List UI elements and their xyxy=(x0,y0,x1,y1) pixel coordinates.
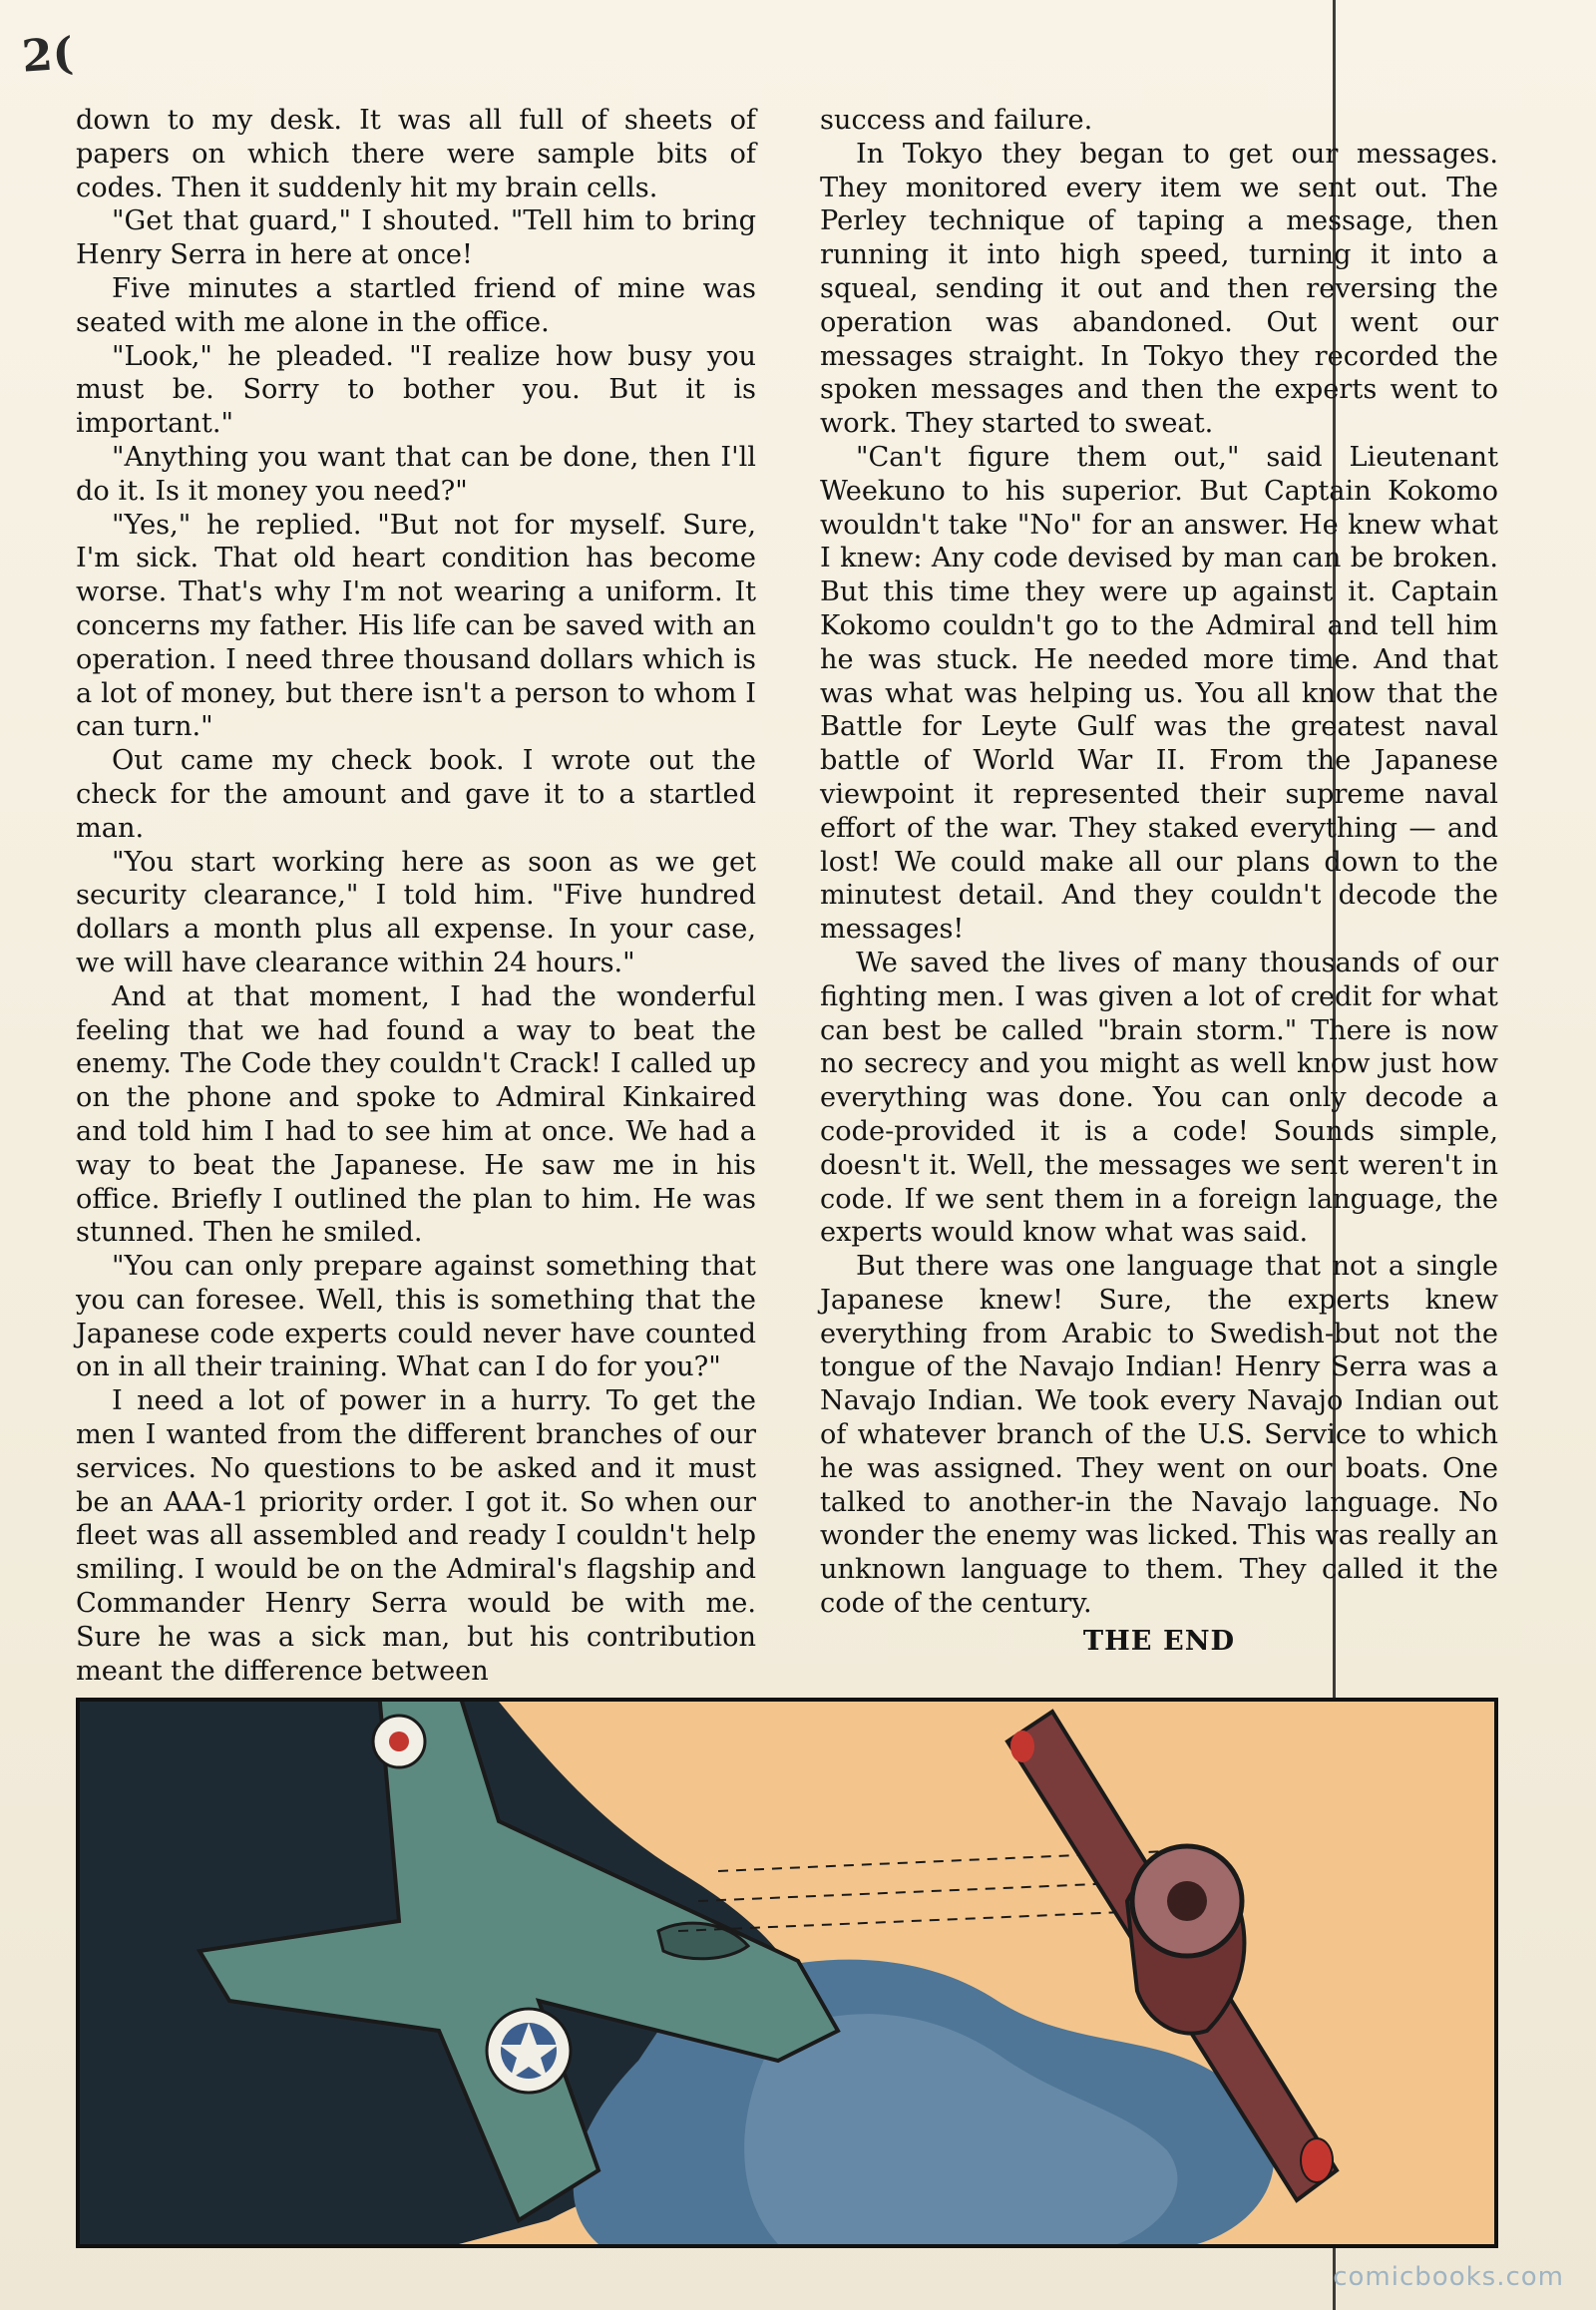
the-end-label: THE END xyxy=(1082,1624,1236,1657)
paragraph: down to my desk. It was all full of sheets of papers on which there were sample bits of codes. Then it suddenly hit my brain cells. xyxy=(76,105,756,203)
paragraph: "Yes," he replied. "But not for myself. Sure, I'm sick. That old heart condition has become worse. That's why I'm not wearing a uniform. It concerns my father. His life can be saved with an operation. I need three thousand dollars which is a lot of money, but there isn't a person to whom I can turn." xyxy=(76,509,756,743)
paragraph: Out came my check book. I wrote out the check for the amount and gave it to a startled man. xyxy=(76,745,756,844)
paragraph: "Can't figure them out," said Lieutenant Weekuno to his superior. But Captain Kokomo wouldn't take "No" for an answer. He knew what I knew: Any code devised by man can be broken. But this time they were up against it. Captain Kokomo couldn't go to the Admiral and tell him he was stuck. He needed more time. And that was what was helping us. You all know that the Battle for Leyte Gulf was the greatest naval battle of World War II. From the Japanese viewpoint it represented their supreme naval effort of the war. They staked everything — and lost! We could make all our plans down to the minutest detail. And they couldn't decode the messages! xyxy=(820,441,1498,946)
paragraph: And at that moment, I had the wonderful feeling that we had found a way to beat the enemy. The Code they couldn't Crack! I called up on the phone and spoke to Admiral Kinkaired and told him I had to see him at once. We had a way to beat the Japanese. He saw me in his office. Briefly I outlined the plan to him. He was stunned. Then he smiled. xyxy=(76,980,756,1249)
article-left-column xyxy=(76,104,756,1688)
paragraph: success and failure. xyxy=(820,105,1093,136)
paragraph: "Anything you want that can be done, then I'll do it. Is it money you need?" xyxy=(76,441,756,507)
enemy-insignia-top xyxy=(1010,1731,1034,1762)
article-right-column xyxy=(820,104,1498,1659)
paragraph: "Look," he pleaded. "I realize how busy you must be. Sorry to bother you. But it is important." xyxy=(76,340,756,440)
paragraph: "Get that guard," I shouted. "Tell him to bring Henry Serra in here at once! xyxy=(76,205,756,271)
paragraph: In Tokyo they began to get our messages. They monitored every item we sent out. The Perley technique of taping a message, then running it into high speed, turning it into a squeal, sending it out and then reversing the operation was abandoned. Out went our messages straight. In Tokyo they recorded the spoken messages and then the experts went to work. They started to sweat. xyxy=(820,138,1498,440)
paragraph: We saved the lives of many thousands of our fighting men. I was given a lot of credit for what can best be called "brain storm." There is now no secrecy and you might as well know just how everything was done. You can only decode a code-provided it is a code! Sounds simple, doesn't it. Well, the messages we sent weren't in code. If we sent them in a foreign language, the experts would know what was said. xyxy=(820,947,1498,1249)
enemy-insignia xyxy=(1301,2138,1333,2182)
paragraph: But there was one language that not a single Japanese knew! Sure, the experts knew everything from Arabic to Swedish-but not the tongue of the Navajo Indian! Henry Serra was a Navajo Indian. We took every Navajo Indian out of whatever branch of the U.S. Service to which he was assigned. They went on our boats. One talked to another-in the Navajo language. No wonder the enemy was licked. This was really an unknown language to them. They called it the code of the century. xyxy=(820,1251,1498,1620)
paragraph: "You start working here as soon as we get security clearance," I told him. "Five hundred dollars a month plus all expense. In your case, we will have clearance within 24 hours." xyxy=(76,846,756,978)
dogfight-drawing xyxy=(80,1702,1494,2244)
paragraph: Five minutes a startled friend of mine was seated with me alone in the office. xyxy=(76,272,756,338)
enemy-propeller-center xyxy=(1167,1881,1207,1921)
site-watermark: comicbooks.com xyxy=(1333,2262,1564,2292)
paragraph: "You can only prepare against something that you can foresee. Well, this is something that the Japanese code experts could never have counted on in all their training. What can I do for you?" xyxy=(76,1251,756,1383)
aerial-dogfight-illustration xyxy=(76,1698,1498,2248)
page-number: 2( xyxy=(20,28,76,83)
paragraph: I need a lot of power in a hurry. To get the men I wanted from the different branches of our services. No questions to be asked and it must be an AAA-1 priority order. I got it. So when our fleet was all assembled and ready I couldn't help smiling. I would be on the Admiral's flagship and Commander Henry Serra would be with me. Sure he was a sick man, but his contribution meant the difference between xyxy=(76,1385,756,1687)
friendly-insignia-top-center xyxy=(389,1732,409,1751)
